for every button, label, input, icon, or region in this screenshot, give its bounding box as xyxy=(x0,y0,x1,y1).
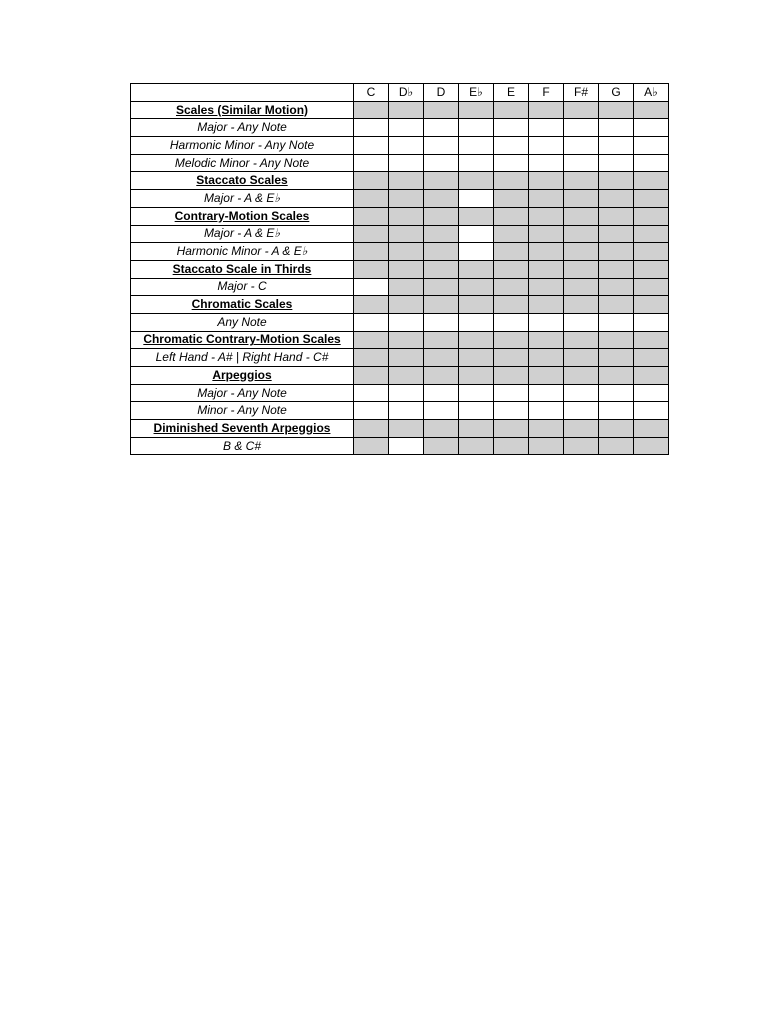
table-row xyxy=(131,420,669,438)
table-row xyxy=(131,207,669,225)
shaded-cell xyxy=(564,260,599,278)
checkbox-cell[interactable] xyxy=(599,119,634,137)
shaded-cell xyxy=(634,367,669,385)
checkbox-cell[interactable] xyxy=(354,154,389,172)
checkbox-cell[interactable] xyxy=(634,402,669,420)
shaded-cell xyxy=(459,437,494,455)
checkbox-cell[interactable] xyxy=(494,137,529,155)
shaded-cell xyxy=(459,349,494,367)
shaded-cell xyxy=(634,349,669,367)
shaded-cell xyxy=(459,331,494,349)
shaded-cell xyxy=(424,331,459,349)
shaded-cell xyxy=(634,260,669,278)
shaded-cell xyxy=(529,190,564,208)
shaded-cell xyxy=(354,190,389,208)
scale-requirement-label: Major - Any Note xyxy=(131,384,354,402)
shaded-cell xyxy=(354,437,389,455)
scale-requirement-label: Major - Any Note xyxy=(131,119,354,137)
checkbox-cell[interactable] xyxy=(494,402,529,420)
shaded-cell xyxy=(529,260,564,278)
checkbox-cell[interactable] xyxy=(529,384,564,402)
table-row xyxy=(131,243,669,261)
checkbox-cell[interactable] xyxy=(389,154,424,172)
checkbox-cell[interactable] xyxy=(459,190,494,208)
table-row xyxy=(131,349,669,367)
scale-requirement-label: B & C# xyxy=(131,437,354,455)
shaded-cell xyxy=(494,172,529,190)
table-row xyxy=(131,367,669,385)
table-row xyxy=(131,190,669,208)
shaded-cell xyxy=(634,278,669,296)
shaded-cell xyxy=(529,207,564,225)
checkbox-cell[interactable] xyxy=(599,313,634,331)
table-row xyxy=(131,137,669,155)
checkbox-cell[interactable] xyxy=(564,402,599,420)
checkbox-cell[interactable] xyxy=(599,402,634,420)
shaded-cell xyxy=(389,243,424,261)
shaded-cell xyxy=(529,278,564,296)
checkbox-cell[interactable] xyxy=(459,402,494,420)
shaded-cell xyxy=(424,260,459,278)
shaded-cell xyxy=(424,437,459,455)
shaded-cell xyxy=(599,190,634,208)
checkbox-cell[interactable] xyxy=(354,278,389,296)
table-row xyxy=(131,402,669,420)
shaded-cell xyxy=(459,101,494,119)
scale-requirement-label: Left Hand - A# | Right Hand - C# xyxy=(131,349,354,367)
checkbox-cell[interactable] xyxy=(564,384,599,402)
shaded-cell xyxy=(424,296,459,314)
shaded-cell xyxy=(424,278,459,296)
checkbox-cell[interactable] xyxy=(634,137,669,155)
shaded-cell xyxy=(424,172,459,190)
checkbox-cell[interactable] xyxy=(424,119,459,137)
shaded-cell xyxy=(354,260,389,278)
shaded-cell xyxy=(634,172,669,190)
checkbox-cell[interactable] xyxy=(424,154,459,172)
column-header: F# xyxy=(564,84,599,102)
checkbox-cell[interactable] xyxy=(354,119,389,137)
table-row xyxy=(131,101,669,119)
shaded-cell xyxy=(494,296,529,314)
shaded-cell xyxy=(564,101,599,119)
checkbox-cell[interactable] xyxy=(424,384,459,402)
header-row xyxy=(131,84,669,102)
shaded-cell xyxy=(529,437,564,455)
shaded-cell xyxy=(599,296,634,314)
scale-requirement-label: Harmonic Minor - A & E♭ xyxy=(131,243,354,261)
shaded-cell xyxy=(354,367,389,385)
table-row xyxy=(131,154,669,172)
shaded-cell xyxy=(599,172,634,190)
checkbox-cell[interactable] xyxy=(599,154,634,172)
shaded-cell xyxy=(389,296,424,314)
table-row xyxy=(131,278,669,296)
scale-requirement-label: Harmonic Minor - Any Note xyxy=(131,137,354,155)
table-row xyxy=(131,437,669,455)
checkbox-cell[interactable] xyxy=(564,313,599,331)
shaded-cell xyxy=(564,243,599,261)
shaded-cell xyxy=(389,172,424,190)
shaded-cell xyxy=(599,367,634,385)
checkbox-cell[interactable] xyxy=(599,137,634,155)
shaded-cell xyxy=(354,225,389,243)
column-header: G xyxy=(599,84,634,102)
checkbox-cell[interactable] xyxy=(529,154,564,172)
shaded-cell xyxy=(529,420,564,438)
shaded-cell xyxy=(494,225,529,243)
shaded-cell xyxy=(424,101,459,119)
shaded-cell xyxy=(459,172,494,190)
shaded-cell xyxy=(354,207,389,225)
shaded-cell xyxy=(529,367,564,385)
shaded-cell xyxy=(634,331,669,349)
shaded-cell xyxy=(564,349,599,367)
shaded-cell xyxy=(389,207,424,225)
shaded-cell xyxy=(389,190,424,208)
shaded-cell xyxy=(494,260,529,278)
table-row xyxy=(131,313,669,331)
shaded-cell xyxy=(494,367,529,385)
scale-requirement-label: Major - C xyxy=(131,278,354,296)
shaded-cell xyxy=(564,278,599,296)
shaded-cell xyxy=(494,207,529,225)
shaded-cell xyxy=(599,101,634,119)
table-row xyxy=(131,225,669,243)
shaded-cell xyxy=(389,349,424,367)
shaded-cell xyxy=(424,420,459,438)
checkbox-cell[interactable] xyxy=(389,119,424,137)
checkbox-cell[interactable] xyxy=(494,313,529,331)
shaded-cell xyxy=(599,243,634,261)
checkbox-cell[interactable] xyxy=(634,154,669,172)
shaded-cell xyxy=(389,278,424,296)
checkbox-cell[interactable] xyxy=(459,243,494,261)
checkbox-cell[interactable] xyxy=(389,384,424,402)
checkbox-cell[interactable] xyxy=(564,137,599,155)
shaded-cell xyxy=(564,190,599,208)
shaded-cell xyxy=(494,278,529,296)
shaded-cell xyxy=(424,190,459,208)
shaded-cell xyxy=(424,367,459,385)
column-header: F xyxy=(529,84,564,102)
shaded-cell xyxy=(529,331,564,349)
shaded-cell xyxy=(529,225,564,243)
shaded-cell xyxy=(354,101,389,119)
section-heading: Chromatic Scales xyxy=(131,296,354,314)
column-header: E♭ xyxy=(459,84,494,102)
shaded-cell xyxy=(494,420,529,438)
section-heading: Contrary-Motion Scales xyxy=(131,207,354,225)
shaded-cell xyxy=(354,420,389,438)
checkbox-cell[interactable] xyxy=(634,384,669,402)
shaded-cell xyxy=(599,349,634,367)
checkbox-cell[interactable] xyxy=(599,384,634,402)
shaded-cell xyxy=(494,101,529,119)
shaded-cell xyxy=(599,278,634,296)
section-heading: Diminished Seventh Arpeggios xyxy=(131,420,354,438)
checkbox-cell[interactable] xyxy=(459,313,494,331)
column-header: C xyxy=(354,84,389,102)
checkbox-cell[interactable] xyxy=(424,137,459,155)
shaded-cell xyxy=(389,420,424,438)
table-row xyxy=(131,260,669,278)
checkbox-cell[interactable] xyxy=(529,137,564,155)
shaded-cell xyxy=(634,437,669,455)
section-heading: Chromatic Contrary-Motion Scales xyxy=(131,331,354,349)
checkbox-cell[interactable] xyxy=(389,137,424,155)
shaded-cell xyxy=(564,296,599,314)
shaded-cell xyxy=(354,243,389,261)
checkbox-cell[interactable] xyxy=(354,313,389,331)
shaded-cell xyxy=(564,437,599,455)
shaded-cell xyxy=(634,296,669,314)
shaded-cell xyxy=(634,190,669,208)
checkbox-cell[interactable] xyxy=(354,384,389,402)
scale-requirement-label: Major - A & E♭ xyxy=(131,225,354,243)
section-heading: Staccato Scales xyxy=(131,172,354,190)
shaded-cell xyxy=(599,225,634,243)
checkbox-cell[interactable] xyxy=(634,119,669,137)
shaded-cell xyxy=(529,172,564,190)
shaded-cell xyxy=(564,225,599,243)
shaded-cell xyxy=(494,243,529,261)
shaded-cell xyxy=(354,296,389,314)
shaded-cell xyxy=(599,207,634,225)
shaded-cell xyxy=(354,331,389,349)
checkbox-cell[interactable] xyxy=(459,137,494,155)
shaded-cell xyxy=(599,437,634,455)
shaded-cell xyxy=(599,420,634,438)
checkbox-cell[interactable] xyxy=(459,225,494,243)
checkbox-cell[interactable] xyxy=(494,154,529,172)
shaded-cell xyxy=(494,437,529,455)
scale-requirement-label: Melodic Minor - Any Note xyxy=(131,154,354,172)
shaded-cell xyxy=(424,243,459,261)
column-header: A♭ xyxy=(634,84,669,102)
shaded-cell xyxy=(564,207,599,225)
shaded-cell xyxy=(389,260,424,278)
checkbox-cell[interactable] xyxy=(459,154,494,172)
scale-requirement-label: Any Note xyxy=(131,313,354,331)
scale-requirement-label: Major - A & E♭ xyxy=(131,190,354,208)
scale-requirement-label: Minor - Any Note xyxy=(131,402,354,420)
checkbox-cell[interactable] xyxy=(389,437,424,455)
shaded-cell xyxy=(634,243,669,261)
checkbox-cell[interactable] xyxy=(564,154,599,172)
shaded-cell xyxy=(354,349,389,367)
shaded-cell xyxy=(529,296,564,314)
shaded-cell xyxy=(564,420,599,438)
section-heading: Arpeggios xyxy=(131,367,354,385)
shaded-cell xyxy=(634,207,669,225)
shaded-cell xyxy=(599,331,634,349)
shaded-cell xyxy=(389,367,424,385)
shaded-cell xyxy=(354,172,389,190)
checkbox-cell[interactable] xyxy=(529,313,564,331)
table-row xyxy=(131,384,669,402)
table-row xyxy=(131,119,669,137)
shaded-cell xyxy=(564,172,599,190)
shaded-cell xyxy=(529,349,564,367)
checkbox-cell[interactable] xyxy=(494,119,529,137)
shaded-cell xyxy=(634,225,669,243)
checkbox-cell[interactable] xyxy=(529,119,564,137)
shaded-cell xyxy=(459,207,494,225)
shaded-cell xyxy=(529,101,564,119)
column-header: E xyxy=(494,84,529,102)
shaded-cell xyxy=(599,260,634,278)
shaded-cell xyxy=(389,331,424,349)
column-header: D xyxy=(424,84,459,102)
shaded-cell xyxy=(564,367,599,385)
section-heading: Scales (Similar Motion) xyxy=(131,101,354,119)
checkbox-cell[interactable] xyxy=(354,137,389,155)
shaded-cell xyxy=(424,207,459,225)
shaded-cell xyxy=(494,331,529,349)
table-row xyxy=(131,331,669,349)
shaded-cell xyxy=(564,331,599,349)
checkbox-cell[interactable] xyxy=(354,402,389,420)
header-corner-cell xyxy=(131,84,354,102)
checkbox-cell[interactable] xyxy=(389,402,424,420)
shaded-cell xyxy=(459,296,494,314)
checkbox-cell[interactable] xyxy=(634,313,669,331)
checkbox-cell[interactable] xyxy=(494,384,529,402)
shaded-cell xyxy=(424,225,459,243)
checkbox-cell[interactable] xyxy=(459,119,494,137)
table-row xyxy=(131,172,669,190)
checkbox-cell[interactable] xyxy=(459,384,494,402)
checkbox-cell[interactable] xyxy=(389,313,424,331)
shaded-cell xyxy=(459,367,494,385)
table-row xyxy=(131,296,669,314)
checkbox-cell[interactable] xyxy=(529,402,564,420)
shaded-cell xyxy=(389,225,424,243)
checkbox-cell[interactable] xyxy=(424,402,459,420)
shaded-cell xyxy=(459,278,494,296)
shaded-cell xyxy=(634,101,669,119)
scales-checklist-table xyxy=(130,83,669,455)
shaded-cell xyxy=(529,243,564,261)
shaded-cell xyxy=(634,420,669,438)
table-body xyxy=(131,101,669,455)
shaded-cell xyxy=(424,349,459,367)
checkbox-cell[interactable] xyxy=(424,313,459,331)
shaded-cell xyxy=(494,190,529,208)
shaded-cell xyxy=(459,260,494,278)
column-header: D♭ xyxy=(389,84,424,102)
section-heading: Staccato Scale in Thirds xyxy=(131,260,354,278)
shaded-cell xyxy=(494,349,529,367)
shaded-cell xyxy=(389,101,424,119)
checkbox-cell[interactable] xyxy=(564,119,599,137)
shaded-cell xyxy=(459,420,494,438)
